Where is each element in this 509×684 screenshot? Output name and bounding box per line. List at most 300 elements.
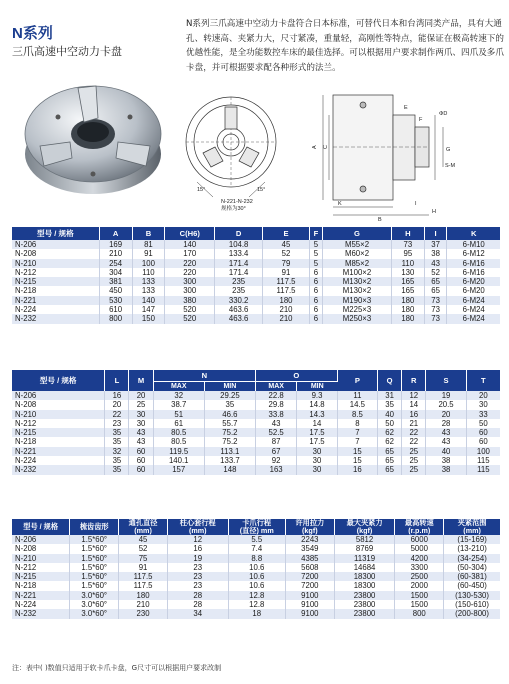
value-cell: 1.5*60° [70,563,119,572]
value-cell: 35 [105,456,129,465]
table1-header: F [309,227,322,240]
table-row [12,305,500,314]
value-cell: 14.5 [337,400,377,409]
value-cell: 23800 [334,600,395,609]
value-cell: 3.0*60° [70,609,119,618]
value-cell: 91 [119,563,168,572]
value-cell: 7200 [285,572,334,581]
value-cell: 133 [132,277,165,286]
value-cell: 140 [165,240,215,249]
drawing-label-g: G [446,147,451,153]
subtitle: 三爪高速中空动力卡盘 [12,45,122,58]
value-cell: 22.8 [255,391,296,400]
value-cell: 65 [378,465,402,474]
value-cell: 2243 [285,535,334,544]
value-cell: 6-M16 [447,259,500,268]
model-cell: N-206 [12,391,105,400]
performance-table [12,519,500,619]
model-cell: N-215 [12,277,99,286]
value-cell: 6-M12 [447,249,500,258]
value-cell: 9.3 [297,391,337,400]
drawing-label-i: I [415,201,417,207]
table2-subheader: MAX [153,382,204,392]
value-cell: 91 [132,249,165,258]
model-cell: N-208 [12,400,105,409]
value-cell: M225×3 [323,305,392,314]
value-cell: 16 [167,544,228,553]
value-cell: 52 [119,544,168,553]
value-cell: 80.5 [153,437,204,446]
value-cell: 3.0*60° [70,600,119,609]
table-row [12,419,500,428]
value-cell: 40 [426,447,466,456]
value-cell: 65 [378,456,402,465]
table-row [12,581,500,590]
value-cell: 4385 [285,554,334,563]
value-cell: 61 [153,419,204,428]
table-row [12,286,500,295]
value-cell: 30 [297,456,337,465]
table-row [12,296,500,305]
table-row [12,544,500,553]
drawing-label-angle-left: 15° [197,187,206,193]
value-cell: 3549 [285,544,334,553]
value-cell: 20 [426,410,466,419]
table3-header: 许用拉力 (kgf) [285,519,334,535]
value-cell: (50-304) [444,563,500,572]
value-cell: 16 [337,465,377,474]
model-cell: N-218 [12,437,105,446]
value-cell: 32 [153,391,204,400]
value-cell: 35 [204,400,255,409]
value-cell: 22 [105,410,129,419]
drawing-label-b: B [378,217,382,222]
table1-header: D [215,227,263,240]
value-cell: M130×2 [323,277,392,286]
value-cell: 60 [466,437,500,446]
model-cell: N-232 [12,314,99,323]
value-cell: 22 [402,437,426,446]
table1-header: 型号 / 规格 [12,227,99,240]
value-cell: 5812 [334,535,395,544]
value-cell: 14 [402,400,426,409]
value-cell: 9100 [285,600,334,609]
dimension-table-1 [12,227,500,324]
value-cell: 169 [99,240,132,249]
value-cell: 235 [215,286,263,295]
table-row [12,277,500,286]
value-cell: 800 [395,609,444,618]
table2-header: O [255,370,337,382]
value-cell: 163 [255,465,296,474]
value-cell: 180 [391,305,424,314]
value-cell: 80.5 [153,428,204,437]
value-cell: 75.2 [204,437,255,446]
value-cell: 22 [402,428,426,437]
value-cell: 23800 [334,609,395,618]
value-cell: 7 [337,437,377,446]
value-cell: M100×2 [323,268,392,277]
value-cell: 14 [297,419,337,428]
value-cell: 210 [99,249,132,258]
table2-subheader: MAX [255,382,296,392]
value-cell: 6 [309,296,322,305]
value-cell: 52 [424,268,447,277]
value-cell: 381 [99,277,132,286]
value-cell: 10.6 [228,581,285,590]
value-cell: 113.1 [204,447,255,456]
value-cell: 67 [255,447,296,456]
value-cell: (15-169) [444,535,500,544]
model-cell: N-210 [12,259,99,268]
value-cell: 43 [426,428,466,437]
value-cell: 210 [119,600,168,609]
table2-header: Q [378,370,402,391]
value-cell: 117.5 [263,277,310,286]
value-cell: 8769 [334,544,395,553]
value-cell: 38 [426,465,466,474]
value-cell: M55×2 [323,240,392,249]
value-cell: 43 [255,419,296,428]
value-cell: 20 [466,391,500,400]
value-cell: 23 [167,572,228,581]
value-cell: 28 [167,600,228,609]
value-cell: 180 [391,296,424,305]
value-cell: 23 [105,419,129,428]
value-cell: 235 [215,277,263,286]
table-row [12,465,500,474]
value-cell: 38 [424,249,447,258]
value-cell: 300 [165,277,215,286]
value-cell: 6-M10 [447,240,500,249]
value-cell: 60 [129,447,153,456]
value-cell: 33.8 [255,410,296,419]
value-cell: 180 [391,314,424,323]
value-cell: 25 [129,400,153,409]
value-cell: 140.1 [153,456,204,465]
table3-header: 最大夹紧力 (kgf) [334,519,395,535]
value-cell: 254 [99,259,132,268]
value-cell: 14684 [334,563,395,572]
value-cell: 30 [129,410,153,419]
value-cell: 6 [309,268,322,277]
table2-header: P [337,370,377,391]
model-cell: N-224 [12,456,105,465]
drawing-label-a: A [312,145,318,149]
value-cell: 52 [263,249,310,258]
value-cell: 8.5 [337,410,377,419]
table1-header: I [424,227,447,240]
table-row [12,410,500,419]
value-cell: 133.7 [204,456,255,465]
value-cell: 100 [132,259,165,268]
value-cell: 1.5*60° [70,572,119,581]
value-cell: 300 [165,286,215,295]
model-cell: N-208 [12,249,99,258]
value-cell: 19 [426,391,466,400]
value-cell: 43 [129,437,153,446]
value-cell: 73 [424,314,447,323]
value-cell: 25 [402,447,426,456]
value-cell: 330.2 [215,296,263,305]
table-row [12,591,500,600]
model-cell: N-206 [12,240,99,249]
value-cell: 463.6 [215,314,263,323]
table-row [12,249,500,258]
model-cell: N-232 [12,609,70,618]
table1-header: E [263,227,310,240]
value-cell: 110 [391,259,424,268]
table-row [12,314,500,323]
table3-header: 型号 / 规格 [12,519,70,535]
table2-header: 型号 / 规格 [12,370,105,391]
value-cell: 60 [129,456,153,465]
value-cell: 117.5 [119,581,168,590]
value-cell: 45 [119,535,168,544]
value-cell: 6000 [395,535,444,544]
value-cell: 6-M20 [447,277,500,286]
value-cell: 1.5*60° [70,554,119,563]
value-cell: 16 [402,410,426,419]
value-cell: 43 [426,437,466,446]
value-cell: 50 [378,419,402,428]
value-cell: 2000 [395,581,444,590]
value-cell: 104.8 [215,240,263,249]
table2-subheader: MIN [204,382,255,392]
value-cell: 9100 [285,591,334,600]
series-title: N系列 [12,25,53,42]
value-cell: 16 [105,391,129,400]
value-cell: 73 [391,240,424,249]
value-cell: 60 [466,428,500,437]
dimension-table-2 [12,370,500,475]
table-row [12,400,500,409]
table2-header: L [105,370,129,391]
model-cell: N-218 [12,286,99,295]
table-row [12,456,500,465]
value-cell: 6 [309,286,322,295]
value-cell: (34-254) [444,554,500,563]
value-cell: 14.3 [297,410,337,419]
value-cell: 530 [99,296,132,305]
value-cell: 6-M24 [447,305,500,314]
model-cell: N-210 [12,410,105,419]
value-cell: 133.4 [215,249,263,258]
value-cell: 210 [263,305,310,314]
value-cell: 170 [165,249,215,258]
value-cell: 95 [391,249,424,258]
table-row [12,437,500,446]
table-row [12,572,500,581]
value-cell: 19 [167,554,228,563]
value-cell: 115 [466,456,500,465]
value-cell: 35 [105,465,129,474]
value-cell: 180 [119,591,168,600]
model-cell: N-224 [12,305,99,314]
value-cell: 115 [466,465,500,474]
table-row [12,600,500,609]
value-cell: 38 [426,456,466,465]
value-cell: 18300 [334,572,395,581]
value-cell: 5.5 [228,535,285,544]
value-cell: 55.7 [204,419,255,428]
value-cell: 18 [228,609,285,618]
value-cell: 520 [165,314,215,323]
model-cell: N-221 [12,447,105,456]
table-row [12,259,500,268]
table-row [12,391,500,400]
table3-header: 最高转速 (r.p.m) [395,519,444,535]
value-cell: 30 [129,419,153,428]
value-cell: 30 [297,447,337,456]
drawing-label-spec: 规格为30° [221,206,246,212]
value-cell: 15 [337,447,377,456]
value-cell: 43 [424,259,447,268]
value-cell: 10.6 [228,572,285,581]
technical-drawing [183,87,505,222]
value-cell: 6 [309,277,322,286]
value-cell: 7200 [285,581,334,590]
table3-header: 通孔直径 (mm) [119,519,168,535]
value-cell: 5 [309,249,322,258]
value-cell: 46.6 [204,410,255,419]
value-cell: 30 [466,400,500,409]
drawing-label-h: H [432,209,436,215]
value-cell: 463.6 [215,305,263,314]
value-cell: 35 [378,400,402,409]
value-cell: 20.5 [426,400,466,409]
value-cell: 6 [309,305,322,314]
value-cell: 28 [167,591,228,600]
table2-header: S [426,370,466,391]
value-cell: 21 [402,419,426,428]
model-cell: N-218 [12,581,70,590]
value-cell: 230 [119,609,168,618]
value-cell: M250×3 [323,314,392,323]
table3-header: 梳齿齿形 [70,519,119,535]
value-cell: 800 [99,314,132,323]
table-row [12,268,500,277]
value-cell: 380 [165,296,215,305]
value-cell: 5 [309,240,322,249]
value-cell: 10.6 [228,563,285,572]
value-cell: 45 [263,240,310,249]
value-cell: M85×2 [323,259,392,268]
value-cell: 50 [466,419,500,428]
value-cell: 165 [391,286,424,295]
value-cell: 140 [132,296,165,305]
value-cell: 12 [402,391,426,400]
value-cell: 100 [466,447,500,456]
value-cell: 35 [105,437,129,446]
value-cell: 11 [337,391,377,400]
value-cell: 15 [337,456,377,465]
table1-header: B [132,227,165,240]
value-cell: 20 [105,400,129,409]
value-cell: (60-381) [444,572,500,581]
value-cell: 65 [424,286,447,295]
table-row [12,447,500,456]
value-cell: 165 [391,277,424,286]
drawing-label-d: ΦD [439,111,448,117]
value-cell: 28 [426,419,466,428]
value-cell: 610 [99,305,132,314]
value-cell: 119.5 [153,447,204,456]
value-cell: 62 [378,428,402,437]
value-cell: M130×2 [323,286,392,295]
value-cell: (200-800) [444,609,500,618]
table2-header: R [402,370,426,391]
value-cell: 6-M24 [447,314,500,323]
value-cell: 14.8 [297,400,337,409]
value-cell: 75 [119,554,168,563]
chuck-photo [18,62,168,212]
table-row [12,428,500,437]
drawing-label-k: K [338,201,342,207]
value-cell: 29.8 [255,400,296,409]
table2-subheader: MIN [297,382,337,392]
value-cell: 210 [263,314,310,323]
model-cell: N-221 [12,591,70,600]
value-cell: 171.4 [215,268,263,277]
value-cell: M60×2 [323,249,392,258]
value-cell: (13-210) [444,544,500,553]
value-cell: 3300 [395,563,444,572]
model-cell: N-208 [12,544,70,553]
value-cell: 87 [255,437,296,446]
value-cell: 35 [105,428,129,437]
value-cell: 148 [204,465,255,474]
table-row [12,563,500,572]
value-cell: 110 [132,268,165,277]
value-cell: 92 [255,456,296,465]
value-cell: 34 [167,609,228,618]
table-row [12,535,500,544]
value-cell: 3.0*60° [70,591,119,600]
value-cell: 117.5 [263,286,310,295]
drawing-label-e: E [404,105,408,111]
value-cell: 31 [378,391,402,400]
model-cell: N-212 [12,268,99,277]
value-cell: 18300 [334,581,395,590]
footnote: 注：表中( )数值只适用于软卡爪卡盘，G尺寸可以根据用户要求改制 [12,664,222,672]
value-cell: 25 [402,465,426,474]
value-cell: 65 [378,447,402,456]
value-cell: 11319 [334,554,395,563]
value-cell: 43 [129,428,153,437]
table-row [12,609,500,618]
value-cell: 150 [132,314,165,323]
value-cell: 12 [167,535,228,544]
value-cell: 180 [263,296,310,305]
value-cell: 1.5*60° [70,581,119,590]
table1-header: C(H6) [165,227,215,240]
drawing-label-angle-right: 15° [257,187,266,193]
drawing-label-s: S-M [445,163,456,169]
value-cell: 23 [167,563,228,572]
value-cell: 17.5 [297,437,337,446]
value-cell: 20 [129,391,153,400]
value-cell: 32 [105,447,129,456]
value-cell: 60 [129,465,153,474]
model-cell: N-221 [12,296,99,305]
value-cell: 1.5*60° [70,535,119,544]
value-cell: 4200 [395,554,444,563]
value-cell: 1.5*60° [70,544,119,553]
drawing-label-model-range: N-221-N-232 [221,199,253,205]
value-cell: 73 [424,305,447,314]
model-cell: N-206 [12,535,70,544]
